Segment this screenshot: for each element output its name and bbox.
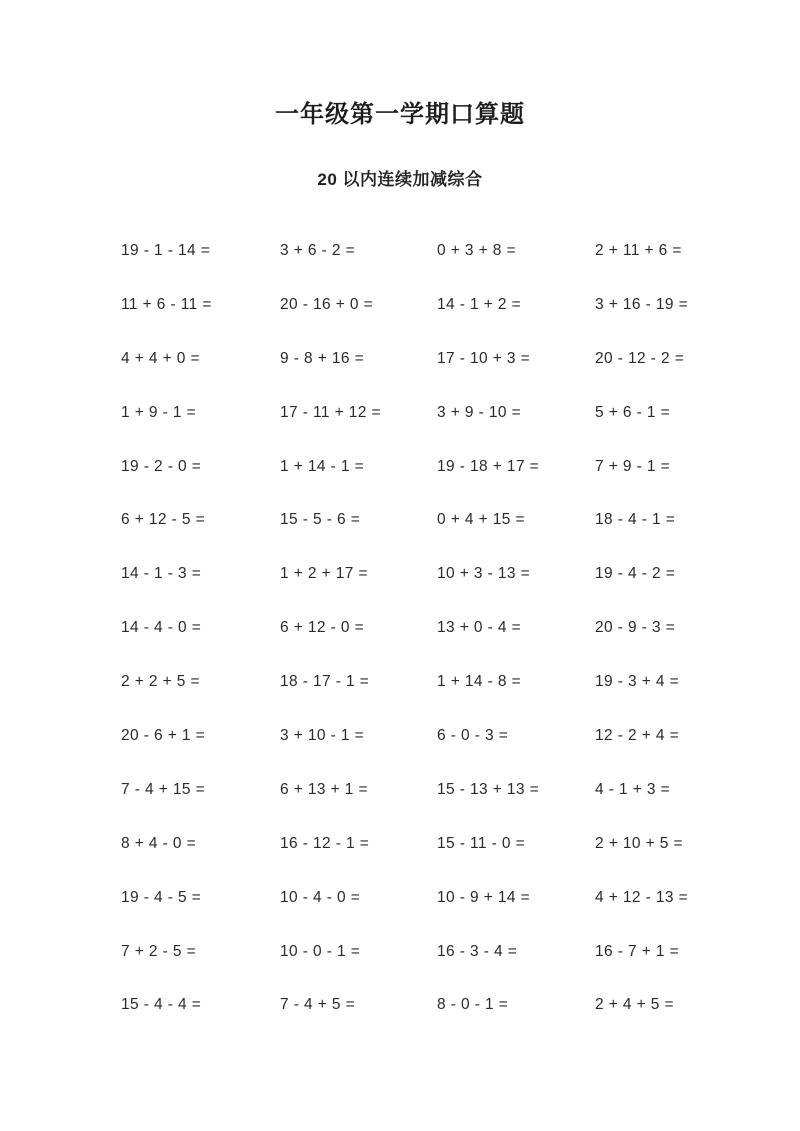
page-title: 一年级第一学期口算题 <box>275 101 525 128</box>
problem-r9-c2: 18 - 17 - 1 = <box>280 673 370 691</box>
problem-r12-c2: 16 - 12 - 1 = <box>280 834 370 852</box>
problem-r15-c1: 15 - 4 - 4 = <box>121 996 202 1014</box>
problem-r10-c2: 3 + 10 - 1 = <box>280 726 365 744</box>
problem-r6-c1: 6 + 12 - 5 = <box>121 511 206 529</box>
problem-r3-c4: 20 - 12 - 2 = <box>595 349 685 367</box>
problem-r11-c4: 4 - 1 + 3 = <box>595 780 671 798</box>
problem-r2-c4: 3 + 16 - 19 = <box>595 295 689 313</box>
problem-r10-c3: 6 - 0 - 3 = <box>437 726 509 744</box>
problem-r6-c3: 0 + 4 + 15 = <box>437 511 525 529</box>
problem-r6-c2: 15 - 5 - 6 = <box>280 511 361 529</box>
problem-r8-c3: 13 + 0 - 4 = <box>437 619 522 637</box>
problem-r14-c2: 10 - 0 - 1 = <box>280 942 361 960</box>
problem-r1-c4: 2 + 11 + 6 = <box>595 241 682 259</box>
problem-r5-c4: 7 + 9 - 1 = <box>595 457 671 475</box>
problem-r12-c1: 8 + 4 - 0 = <box>121 834 197 852</box>
problem-r6-c4: 18 - 4 - 1 = <box>595 511 676 529</box>
page-subtitle: 20 以内连续加减综合 <box>317 170 483 189</box>
problem-r2-c1: 11 + 6 - 11 = <box>121 295 212 313</box>
problem-r3-c2: 9 - 8 + 16 = <box>280 349 365 367</box>
problem-r15-c3: 8 - 0 - 1 = <box>437 996 509 1014</box>
problem-r8-c1: 14 - 4 - 0 = <box>121 619 202 637</box>
problem-r4-c4: 5 + 6 - 1 = <box>595 403 671 421</box>
problem-r7-c4: 19 - 4 - 2 = <box>595 565 676 583</box>
problem-r12-c4: 2 + 10 + 5 = <box>595 834 683 852</box>
problem-r4-c2: 17 - 11 + 12 = <box>280 403 381 421</box>
problem-r4-c1: 1 + 9 - 1 = <box>121 403 197 421</box>
problem-r3-c1: 4 + 4 + 0 = <box>121 349 200 367</box>
problem-r5-c3: 19 - 18 + 17 = <box>437 457 540 475</box>
problem-r7-c1: 14 - 1 - 3 = <box>121 565 202 583</box>
problem-r9-c3: 1 + 14 - 8 = <box>437 673 522 691</box>
problem-r4-c3: 3 + 9 - 10 = <box>437 403 522 421</box>
problem-r15-c2: 7 - 4 + 5 = <box>280 996 356 1014</box>
problem-r1-c2: 3 + 6 - 2 = <box>280 241 356 259</box>
problem-r5-c1: 19 - 2 - 0 = <box>121 457 202 475</box>
problem-r1-c3: 0 + 3 + 8 = <box>437 241 516 259</box>
problem-r11-c3: 15 - 13 + 13 = <box>437 780 540 798</box>
problem-r13-c3: 10 - 9 + 14 = <box>437 888 531 906</box>
problem-r14-c1: 7 + 2 - 5 = <box>121 942 197 960</box>
problem-r2-c3: 14 - 1 + 2 = <box>437 295 522 313</box>
problem-r10-c1: 20 - 6 + 1 = <box>121 726 206 744</box>
problem-r7-c2: 1 + 2 + 17 = <box>280 565 368 583</box>
problem-r7-c3: 10 + 3 - 13 = <box>437 565 531 583</box>
problem-r1-c1: 19 - 1 - 14 = <box>121 241 211 259</box>
problem-r13-c4: 4 + 12 - 13 = <box>595 888 689 906</box>
problem-r11-c1: 7 - 4 + 15 = <box>121 780 206 798</box>
problem-r5-c2: 1 + 14 - 1 = <box>280 457 365 475</box>
problem-r14-c3: 16 - 3 - 4 = <box>437 942 518 960</box>
problem-r11-c2: 6 + 13 + 1 = <box>280 780 368 798</box>
problem-r12-c3: 15 - 11 - 0 = <box>437 834 526 852</box>
problem-r8-c2: 6 + 12 - 0 = <box>280 619 365 637</box>
problem-r13-c2: 10 - 4 - 0 = <box>280 888 361 906</box>
problem-r13-c1: 19 - 4 - 5 = <box>121 888 202 906</box>
problem-r9-c1: 2 + 2 + 5 = <box>121 673 200 691</box>
problem-r10-c4: 12 - 2 + 4 = <box>595 726 680 744</box>
problems-grid <box>0 224 800 1032</box>
problem-r14-c4: 16 - 7 + 1 = <box>595 942 680 960</box>
problem-r2-c2: 20 - 16 + 0 = <box>280 295 374 313</box>
problem-r8-c4: 20 - 9 - 3 = <box>595 619 676 637</box>
problem-r9-c4: 19 - 3 + 4 = <box>595 673 680 691</box>
problem-r15-c4: 2 + 4 + 5 = <box>595 996 674 1014</box>
problem-r3-c3: 17 - 10 + 3 = <box>437 349 531 367</box>
